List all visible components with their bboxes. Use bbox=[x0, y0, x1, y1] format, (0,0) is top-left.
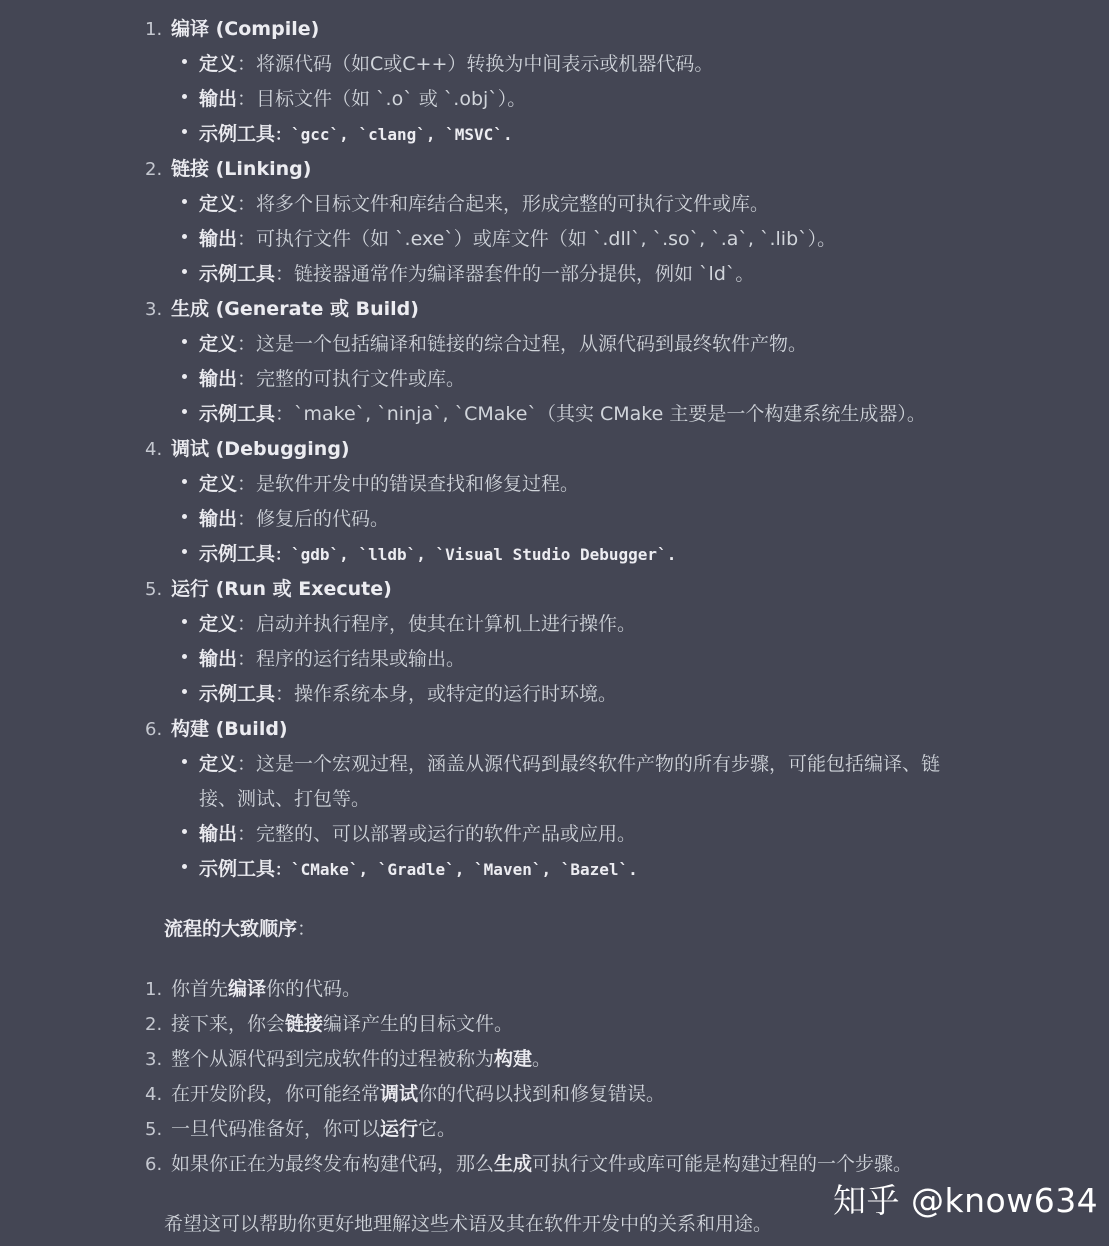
label-tools: 示例工具 bbox=[199, 543, 276, 565]
label-definition: 定义 bbox=[199, 333, 238, 355]
run-definition bbox=[199, 612, 636, 636]
summary-pre: 接下来，你会 bbox=[171, 1013, 286, 1035]
bullet-icon bbox=[182, 269, 187, 274]
output-text: ：完整的可执行文件或库。 bbox=[237, 368, 466, 390]
bullet-icon bbox=[182, 829, 187, 834]
list-number: 6. bbox=[145, 719, 163, 740]
bullet-icon bbox=[182, 689, 187, 694]
summary-heading bbox=[164, 917, 316, 941]
summary-item bbox=[171, 1152, 912, 1176]
generate-definition bbox=[199, 332, 807, 356]
bullet-icon bbox=[182, 339, 187, 344]
summary-post: 它。 bbox=[418, 1118, 457, 1140]
bullet-icon bbox=[182, 759, 187, 764]
definition-text: ：这是一个包括编译和链接的综合过程，从源代码到最终软件产物。 bbox=[237, 333, 808, 355]
bullet-icon bbox=[182, 374, 187, 379]
tools-text: ：`gcc`, `clang`, `MSVC`. bbox=[275, 125, 513, 144]
compile-output bbox=[199, 87, 526, 111]
label-output: 输出 bbox=[199, 648, 238, 670]
definition-text: ：将源代码（如C或C++）转换为中间表示或机器代码。 bbox=[237, 53, 714, 75]
tools-text: ：`make`, `ninja`, `CMake`（其实 CMake 主要是一个构建系统生成器）。 bbox=[275, 403, 926, 425]
build-definition-continued: 接、测试、打包等。 bbox=[199, 788, 371, 810]
output-text: ：目标文件（如 `.o` 或 `.obj`）。 bbox=[237, 88, 527, 110]
bullet-icon bbox=[182, 199, 187, 204]
section-title-linking: 链接 (Linking) bbox=[171, 158, 312, 180]
summary-bold: 链接 bbox=[285, 1013, 324, 1035]
summary-item bbox=[171, 1012, 513, 1036]
label-tools: 示例工具 bbox=[199, 858, 276, 880]
bullet-icon bbox=[182, 94, 187, 99]
bullet-icon bbox=[182, 409, 187, 414]
linking-tools bbox=[199, 262, 754, 286]
compile-definition bbox=[199, 52, 713, 76]
label-tools: 示例工具 bbox=[199, 123, 276, 145]
summary-bold: 构建 bbox=[494, 1048, 533, 1070]
label-definition: 定义 bbox=[199, 613, 238, 635]
list-number: 5. bbox=[145, 1119, 163, 1140]
list-number: 3. bbox=[145, 1049, 163, 1070]
bullet-icon bbox=[182, 619, 187, 624]
output-text: ：完整的、可以部署或运行的软件产品或应用。 bbox=[237, 823, 637, 845]
summary-bold: 运行 bbox=[380, 1118, 419, 1140]
section-title-compile: 编译 (Compile) bbox=[171, 18, 320, 40]
list-number: 2. bbox=[145, 159, 163, 180]
list-number: 3. bbox=[145, 299, 163, 320]
section-title-build: 构建 (Build) bbox=[171, 718, 288, 740]
definition-text: ：是软件开发中的错误查找和修复过程。 bbox=[237, 473, 580, 495]
label-output: 输出 bbox=[199, 823, 238, 845]
summary-item bbox=[171, 1047, 551, 1071]
summary-post: 可执行文件或库可能是构建过程的一个步骤。 bbox=[532, 1153, 913, 1175]
closing-text: 希望这可以帮助你更好地理解这些术语及其在软件开发中的关系和用途。 bbox=[164, 1213, 773, 1235]
label-output: 输出 bbox=[199, 368, 238, 390]
summary-item bbox=[171, 977, 361, 1001]
label-output: 输出 bbox=[199, 508, 238, 530]
build-output bbox=[199, 822, 636, 846]
summary-bold: 编译 bbox=[228, 978, 267, 1000]
compile-tools bbox=[199, 122, 513, 147]
bullet-icon bbox=[182, 549, 187, 554]
summary-bold: 生成 bbox=[494, 1153, 533, 1175]
label-definition: 定义 bbox=[199, 53, 238, 75]
tools-text: ：`gdb`, `lldb`, `Visual Studio Debugger`. bbox=[275, 545, 677, 564]
section-title-debugging: 调试 (Debugging) bbox=[171, 438, 350, 460]
label-definition: 定义 bbox=[199, 193, 238, 215]
section-title-generate: 生成 (Generate 或 Build) bbox=[171, 298, 419, 320]
build-tools bbox=[199, 857, 638, 882]
definition-text: ：这是一个宏观过程，涵盖从源代码到最终软件产物的所有步骤，可能包括编译、链 bbox=[237, 753, 941, 775]
bullet-icon bbox=[182, 234, 187, 239]
list-number: 5. bbox=[145, 579, 163, 600]
label-definition: 定义 bbox=[199, 753, 238, 775]
summary-post: 编译产生的目标文件。 bbox=[323, 1013, 514, 1035]
summary-heading-colon: ： bbox=[297, 918, 317, 940]
label-definition: 定义 bbox=[199, 473, 238, 495]
run-tools bbox=[199, 682, 617, 706]
tools-text: ：操作系统本身，或特定的运行时环境。 bbox=[275, 683, 618, 705]
output-text: ：可执行文件（如 `.exe`）或库文件（如 `.dll`, `.so`, `.a`, `.lib`）。 bbox=[237, 228, 837, 250]
output-text: ：修复后的代码。 bbox=[237, 508, 390, 530]
summary-post: 你的代码以找到和修复错误。 bbox=[418, 1083, 666, 1105]
bullet-icon bbox=[182, 59, 187, 64]
bullet-icon bbox=[182, 129, 187, 134]
label-tools: 示例工具 bbox=[199, 403, 276, 425]
summary-pre: 在开发阶段，你可能经常 bbox=[171, 1083, 381, 1105]
debugging-tools bbox=[199, 542, 676, 567]
label-output: 输出 bbox=[199, 228, 238, 250]
tools-text: ：链接器通常作为编译器套件的一部分提供，例如 `ld`。 bbox=[275, 263, 755, 285]
summary-pre: 如果你正在为最终发布构建代码，那么 bbox=[171, 1153, 495, 1175]
build-definition bbox=[199, 752, 940, 776]
summary-item bbox=[171, 1117, 456, 1141]
summary-post: 你的代码。 bbox=[266, 978, 362, 1000]
generate-output bbox=[199, 367, 465, 391]
list-number: 1. bbox=[145, 19, 163, 40]
bullet-icon bbox=[182, 864, 187, 869]
debugging-definition bbox=[199, 472, 579, 496]
list-number: 2. bbox=[145, 1014, 163, 1035]
bullet-icon bbox=[182, 654, 187, 659]
summary-pre: 整个从源代码到完成软件的过程被称为 bbox=[171, 1048, 495, 1070]
output-text: ：程序的运行结果或输出。 bbox=[237, 648, 466, 670]
label-output: 输出 bbox=[199, 88, 238, 110]
summary-pre: 你首先 bbox=[171, 978, 229, 1000]
generate-tools bbox=[199, 402, 926, 426]
list-number: 6. bbox=[145, 1154, 163, 1175]
summary-pre: 一旦代码准备好，你可以 bbox=[171, 1118, 381, 1140]
summary-item bbox=[171, 1082, 665, 1106]
section-title-run: 运行 (Run 或 Execute) bbox=[171, 578, 392, 600]
definition-text: ：启动并执行程序，使其在计算机上进行操作。 bbox=[237, 613, 637, 635]
list-number: 4. bbox=[145, 439, 163, 460]
list-number: 1. bbox=[145, 979, 163, 1000]
run-output bbox=[199, 647, 465, 671]
zhihu-watermark: 知乎 @know634 bbox=[833, 1181, 1099, 1220]
bullet-icon bbox=[182, 479, 187, 484]
label-tools: 示例工具 bbox=[199, 263, 276, 285]
tools-text: ：`CMake`, `Gradle`, `Maven`, `Bazel`. bbox=[275, 860, 638, 879]
summary-heading-text: 流程的大致顺序 bbox=[164, 918, 298, 940]
linking-output bbox=[199, 227, 836, 251]
definition-text: ：将多个目标文件和库结合起来，形成完整的可执行文件或库。 bbox=[237, 193, 770, 215]
linking-definition bbox=[199, 192, 769, 216]
summary-post: 。 bbox=[532, 1048, 552, 1070]
bullet-icon bbox=[182, 514, 187, 519]
debugging-output bbox=[199, 507, 389, 531]
list-number: 4. bbox=[145, 1084, 163, 1105]
label-tools: 示例工具 bbox=[199, 683, 276, 705]
summary-bold: 调试 bbox=[380, 1083, 419, 1105]
